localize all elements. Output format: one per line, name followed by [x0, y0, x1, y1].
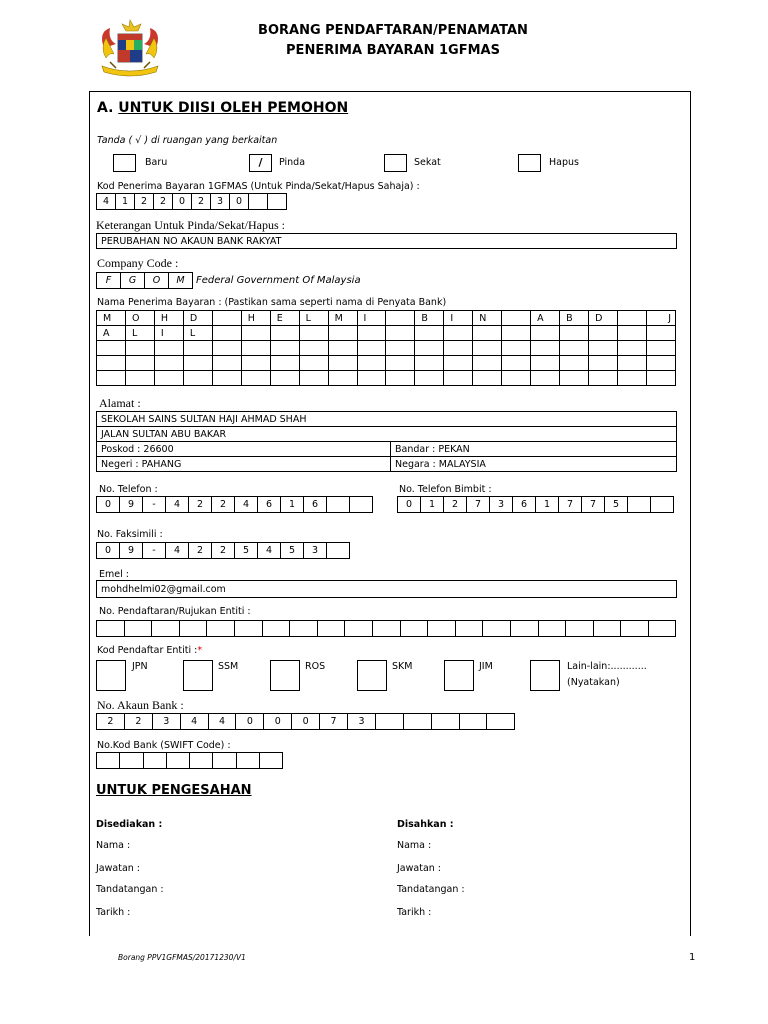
kod-entiti-label [97, 645, 202, 656]
char-cell[interactable] [428, 621, 456, 637]
nama-cell[interactable] [299, 356, 328, 371]
nama-cell[interactable] [154, 341, 183, 356]
company-code-cells [96, 272, 193, 289]
char-cell[interactable]: F [97, 273, 121, 289]
nama-cell[interactable]: B [560, 311, 589, 326]
right-jawatan-label: Jawatan : [397, 863, 442, 874]
char-cell[interactable] [621, 621, 649, 637]
nama-cell[interactable] [125, 371, 154, 386]
char-cell[interactable]: 3 [152, 714, 180, 730]
keterangan-label: Keterangan Untuk Pinda/Sekat/Hapus : [96, 218, 285, 232]
nama-cell[interactable] [299, 371, 328, 386]
nama-cell[interactable] [589, 326, 618, 341]
nama-row [97, 341, 676, 356]
char-cell[interactable]: 4 [166, 543, 189, 559]
char-cell[interactable] [487, 714, 515, 730]
section-a-prefix: A. [97, 100, 114, 116]
char-cell[interactable] [566, 621, 594, 637]
nama-cell[interactable] [560, 371, 589, 386]
section-a-title [97, 100, 348, 116]
char-cell[interactable]: 1 [536, 497, 559, 513]
char-cell[interactable]: 2 [192, 194, 211, 210]
kod-penerima-label: Kod Penerima Bayaran 1GFMAS (Untuk Pinda/Sekat/Hapus Sahaja) : [97, 181, 420, 192]
char-cell[interactable]: 4 [97, 194, 116, 210]
char-cell[interactable] [179, 621, 207, 637]
telefon-bimbit-label: No. Telefon Bimbit : [399, 484, 492, 495]
nama-cell[interactable] [328, 326, 357, 341]
nama-cell[interactable] [270, 341, 299, 356]
entiti-label-skm: SKM [392, 661, 413, 672]
entiti-label-ssm: SSM [218, 661, 239, 672]
nama-cell[interactable] [212, 371, 241, 386]
char-cell[interactable] [400, 621, 428, 637]
nama-cell[interactable] [386, 311, 415, 326]
nama-cell[interactable] [241, 371, 270, 386]
char-cell[interactable] [234, 621, 262, 637]
checkbox-hapus[interactable] [518, 154, 541, 172]
checkbox-jim[interactable] [444, 660, 474, 691]
char-cell[interactable]: 0 [97, 497, 120, 513]
nama-cell[interactable] [386, 341, 415, 356]
company-code-label: Company Code : [97, 256, 179, 270]
entiti-label-jpn: JPN [132, 661, 148, 672]
nama-cell[interactable] [299, 326, 328, 341]
char-cell[interactable]: 0 [292, 714, 320, 730]
negara-field[interactable]: Negara : MALAYSIA [391, 457, 677, 472]
alamat-line2[interactable]: JALAN SULTAN ABU BAKAR [97, 427, 677, 442]
faksimili-label: No. Faksimili : [97, 529, 163, 540]
kod-penerima-cells[interactable] [96, 193, 287, 210]
char-cell[interactable] [236, 753, 259, 769]
nama-cell[interactable] [560, 356, 589, 371]
nama-cell[interactable]: O [125, 311, 154, 326]
nama-cell[interactable] [618, 341, 647, 356]
nama-cell[interactable] [444, 326, 473, 341]
nama-cell[interactable] [560, 326, 589, 341]
nama-cell[interactable] [97, 356, 126, 371]
nama-cell[interactable]: D [183, 311, 212, 326]
nama-cell[interactable] [270, 326, 299, 341]
nama-cell[interactable] [618, 371, 647, 386]
char-cell[interactable] [628, 497, 651, 513]
nama-cell[interactable] [473, 371, 502, 386]
nama-cell[interactable] [473, 326, 502, 341]
checkbox-baru[interactable] [113, 154, 136, 172]
nama-cell[interactable] [502, 326, 531, 341]
nama-cell[interactable]: M [97, 311, 126, 326]
char-cell[interactable] [459, 714, 487, 730]
char-cell[interactable] [97, 621, 125, 637]
left-tandatangan-label: Tandatangan : [96, 884, 164, 895]
char-cell[interactable] [455, 621, 483, 637]
nama-cell[interactable] [125, 341, 154, 356]
telefon-cells[interactable] [96, 496, 373, 513]
nama-cell[interactable] [241, 326, 270, 341]
char-cell[interactable]: 3 [211, 194, 230, 210]
char-cell[interactable]: 0 [230, 194, 249, 210]
char-cell[interactable] [403, 714, 431, 730]
char-cell[interactable]: 1 [116, 194, 135, 210]
char-cell[interactable] [260, 753, 283, 769]
char-cell[interactable] [327, 543, 350, 559]
nama-row [97, 356, 676, 371]
char-cell[interactable]: 4 [208, 714, 236, 730]
nama-cell[interactable] [97, 341, 126, 356]
nama-cell[interactable] [502, 311, 531, 326]
entiti-label-nyatakan: (Nyatakan) [567, 677, 620, 688]
char-cell[interactable]: 2 [189, 497, 212, 513]
nama-cell[interactable]: M [328, 311, 357, 326]
nama-cell[interactable] [270, 371, 299, 386]
form-title-line1: BORANG PENDAFTARAN/PENAMATAN [258, 23, 528, 38]
nama-cell[interactable] [241, 356, 270, 371]
nama-cell[interactable]: L [299, 311, 328, 326]
akaun-label: No. Akaun Bank : [97, 698, 184, 712]
left-nama-label: Nama : [96, 840, 131, 851]
form-title-line2: PENERIMA BAYARAN 1GFMAS [286, 43, 500, 58]
poskod-field[interactable]: Poskod : 26600 [97, 442, 391, 457]
char-cell[interactable]: 4 [235, 497, 258, 513]
nama-cell[interactable] [415, 371, 444, 386]
char-cell[interactable] [290, 621, 318, 637]
keterangan-value[interactable]: PERUBAHAN NO AKAUN BANK RAKYAT [97, 234, 677, 249]
char-cell[interactable]: M [169, 273, 193, 289]
char-cell[interactable] [166, 753, 189, 769]
char-cell[interactable]: 6 [513, 497, 536, 513]
checkbox-sekat[interactable] [384, 154, 407, 172]
char-cell[interactable]: G [121, 273, 145, 289]
checkbox-jpn[interactable] [96, 660, 126, 691]
nama-cell[interactable]: A [97, 326, 126, 341]
char-cell[interactable] [213, 753, 236, 769]
char-cell[interactable] [538, 621, 566, 637]
nama-cell[interactable]: L [183, 326, 212, 341]
nama-cell[interactable] [328, 371, 357, 386]
nama-cell[interactable] [473, 356, 502, 371]
char-cell[interactable]: 0 [236, 714, 264, 730]
nama-cell[interactable] [618, 356, 647, 371]
nama-cell[interactable] [328, 356, 357, 371]
nama-cell[interactable] [618, 326, 647, 341]
char-cell[interactable]: 7 [320, 714, 348, 730]
nama-cell[interactable]: I [444, 311, 473, 326]
nama-cell[interactable] [502, 356, 531, 371]
nama-cell[interactable] [125, 356, 154, 371]
char-cell[interactable]: 2 [97, 714, 125, 730]
char-cell[interactable] [648, 621, 676, 637]
nama-cell[interactable] [212, 341, 241, 356]
nama-cell[interactable]: I [154, 326, 183, 341]
option-label-hapus: Hapus [549, 157, 579, 168]
instruction-text: Tanda ( √ ) di ruangan yang berkaitan [97, 135, 278, 146]
char-cell[interactable]: 3 [490, 497, 513, 513]
char-cell[interactable]: 2 [444, 497, 467, 513]
nama-cell[interactable] [502, 371, 531, 386]
nama-cell[interactable]: I [357, 311, 386, 326]
nama-cell[interactable] [270, 356, 299, 371]
emel-field[interactable] [96, 580, 677, 598]
nama-cell[interactable] [241, 341, 270, 356]
bandar-field[interactable]: Bandar : PEKAN [391, 442, 677, 457]
entiti-label-ros: ROS [305, 661, 326, 672]
right-tarikh-label: Tarikh : [397, 907, 432, 918]
char-cell[interactable]: O [145, 273, 169, 289]
nama-cell[interactable]: D [589, 311, 618, 326]
nama-cell[interactable] [357, 356, 386, 371]
char-cell[interactable] [510, 621, 538, 637]
char-cell[interactable]: 2 [212, 497, 235, 513]
char-cell[interactable] [375, 714, 403, 730]
footer-ref: Borang PPV1GFMAS/20171230/V1 [118, 953, 246, 962]
alamat-table[interactable] [96, 411, 677, 472]
nama-label: Nama Penerima Bayaran : (Pastikan sama seperti nama di Penyata Bank) [97, 297, 447, 308]
char-cell[interactable]: - [143, 497, 166, 513]
right-tandatangan-label: Tandatangan : [397, 884, 465, 895]
nama-cell[interactable] [154, 356, 183, 371]
char-cell[interactable] [143, 753, 166, 769]
nama-cell[interactable] [444, 371, 473, 386]
char-cell[interactable]: 3 [304, 543, 327, 559]
emel-value[interactable]: mohdhelmi02@gmail.com [97, 581, 677, 598]
nama-cell[interactable]: E [270, 311, 299, 326]
char-cell[interactable]: 0 [173, 194, 192, 210]
char-cell[interactable] [207, 621, 235, 637]
coat-of-arms-logo [96, 18, 164, 80]
nama-cell[interactable]: J [646, 311, 675, 326]
char-cell[interactable] [262, 621, 290, 637]
char-cell[interactable]: 5 [281, 543, 304, 559]
checkbox-ros[interactable] [270, 660, 300, 691]
nama-cell[interactable] [386, 326, 415, 341]
nama-cell[interactable] [154, 371, 183, 386]
nama-cell[interactable]: B [415, 311, 444, 326]
disediakan-label: Disediakan : [96, 819, 163, 830]
checkbox-ssm[interactable] [183, 660, 213, 691]
char-cell[interactable]: 3 [348, 714, 376, 730]
nama-cell[interactable] [299, 341, 328, 356]
char-cell[interactable] [97, 753, 120, 769]
nama-cell[interactable] [646, 326, 675, 341]
char-cell[interactable] [190, 753, 213, 769]
char-cell[interactable]: 2 [189, 543, 212, 559]
page-number: 1 [689, 952, 696, 963]
char-cell[interactable]: 0 [97, 543, 120, 559]
nama-cell[interactable]: L [125, 326, 154, 341]
emel-label: Emel : [99, 569, 129, 580]
char-cell[interactable] [345, 621, 373, 637]
disahkan-label: Disahkan : [397, 819, 454, 830]
telefon-bimbit-cells[interactable] [397, 496, 674, 513]
char-cell[interactable]: 1 [281, 497, 304, 513]
char-cell[interactable]: 4 [258, 543, 281, 559]
char-cell[interactable]: 6 [258, 497, 281, 513]
nama-cell[interactable]: N [473, 311, 502, 326]
char-cell[interactable] [152, 621, 180, 637]
option-label-pinda: Pinda [279, 157, 306, 168]
nama-cell[interactable] [531, 326, 560, 341]
nama-cell[interactable]: H [241, 311, 270, 326]
left-tarikh-label: Tarikh : [96, 907, 131, 918]
nama-cell[interactable] [415, 341, 444, 356]
char-cell[interactable] [268, 194, 287, 210]
char-cell[interactable] [431, 714, 459, 730]
char-cell[interactable]: 7 [559, 497, 582, 513]
entiti-label-jim: JIM [479, 661, 493, 672]
nama-cell[interactable] [328, 341, 357, 356]
nama-cell[interactable] [560, 341, 589, 356]
char-cell[interactable] [372, 621, 400, 637]
nama-grid[interactable] [96, 310, 676, 386]
nama-cell[interactable] [502, 341, 531, 356]
char-cell[interactable] [327, 497, 350, 513]
nama-cell[interactable] [646, 356, 675, 371]
swift-cells[interactable] [96, 752, 283, 769]
nama-cell[interactable] [444, 356, 473, 371]
pengesahan-title: UNTUK PENGESAHAN [96, 783, 252, 798]
nama-cell[interactable] [357, 371, 386, 386]
checkbox-lain-lain[interactable] [530, 660, 560, 691]
nama-cell[interactable] [386, 356, 415, 371]
nama-cell[interactable] [357, 341, 386, 356]
nama-cell[interactable] [531, 341, 560, 356]
char-cell[interactable]: 9 [120, 497, 143, 513]
nama-row [97, 326, 676, 341]
char-cell[interactable]: 2 [124, 714, 152, 730]
char-cell[interactable] [483, 621, 511, 637]
company-code-desc: Federal Government Of Malaysia [196, 275, 361, 286]
char-cell[interactable]: 9 [120, 543, 143, 559]
char-cell[interactable]: 6 [304, 497, 327, 513]
nama-cell[interactable]: H [154, 311, 183, 326]
left-jawatan-label: Jawatan : [96, 863, 141, 874]
pendaftaran-label: No. Pendaftaran/Rujukan Entiti : [99, 606, 251, 617]
right-nama-label: Nama : [397, 840, 432, 851]
nama-cell[interactable] [97, 371, 126, 386]
swift-label: No.Kod Bank (SWIFT Code) : [97, 740, 231, 751]
nama-cell[interactable] [531, 356, 560, 371]
char-cell[interactable]: - [143, 543, 166, 559]
nama-cell[interactable] [646, 341, 675, 356]
nama-cell[interactable] [415, 326, 444, 341]
char-cell[interactable] [317, 621, 345, 637]
nama-cell[interactable] [618, 311, 647, 326]
option-label-baru: Baru [145, 157, 168, 168]
alamat-label: Alamat : [99, 396, 141, 410]
char-cell[interactable]: 0 [264, 714, 292, 730]
char-cell[interactable]: 4 [180, 714, 208, 730]
alamat-line1[interactable]: SEKOLAH SAINS SULTAN HAJI AHMAD SHAH [97, 412, 677, 427]
entiti-label-lain-lain: Lain-lain:............ [567, 661, 647, 672]
nama-cell[interactable] [444, 341, 473, 356]
required-asterisk: * [197, 645, 203, 656]
nama-cell[interactable] [473, 341, 502, 356]
char-cell[interactable]: 2 [154, 194, 173, 210]
nama-cell[interactable] [589, 356, 618, 371]
checkbox-pinda[interactable]: / [249, 154, 272, 172]
char-cell[interactable] [120, 753, 143, 769]
char-cell[interactable] [593, 621, 621, 637]
nama-cell[interactable]: A [531, 311, 560, 326]
char-cell[interactable]: 1 [421, 497, 444, 513]
kod-entiti-label-text: Kod Pendaftar Entiti : [97, 645, 198, 656]
nama-cell[interactable] [357, 326, 386, 341]
char-cell[interactable]: 2 [212, 543, 235, 559]
nama-cell[interactable] [646, 371, 675, 386]
akaun-cells[interactable] [96, 713, 515, 730]
char-cell[interactable] [249, 194, 268, 210]
char-cell[interactable] [350, 497, 373, 513]
nama-cell[interactable] [183, 356, 212, 371]
keterangan-field[interactable] [96, 233, 677, 249]
char-cell[interactable]: 7 [467, 497, 490, 513]
char-cell[interactable]: 4 [166, 497, 189, 513]
nama-cell[interactable] [589, 341, 618, 356]
char-cell[interactable]: 2 [135, 194, 154, 210]
checkbox-skm[interactable] [357, 660, 387, 691]
nama-cell[interactable] [386, 371, 415, 386]
nama-cell[interactable] [212, 356, 241, 371]
char-cell[interactable]: 5 [235, 543, 258, 559]
nama-row [97, 311, 676, 326]
char-cell[interactable] [124, 621, 152, 637]
nama-cell[interactable] [212, 311, 241, 326]
nama-cell[interactable] [589, 371, 618, 386]
telefon-label: No. Telefon : [99, 484, 158, 495]
nama-cell[interactable] [531, 371, 560, 386]
char-cell[interactable]: 7 [582, 497, 605, 513]
nama-cell[interactable] [183, 341, 212, 356]
nama-cell[interactable] [212, 326, 241, 341]
faksimili-cells[interactable] [96, 542, 350, 559]
nama-cell[interactable] [183, 371, 212, 386]
char-cell[interactable]: 0 [398, 497, 421, 513]
nama-row [97, 371, 676, 386]
section-a-heading: UNTUK DIISI OLEH PEMOHON [118, 100, 349, 116]
pendaftaran-cells[interactable] [96, 620, 676, 637]
char-cell[interactable]: 5 [605, 497, 628, 513]
nama-cell[interactable] [415, 356, 444, 371]
negeri-field[interactable]: Negeri : PAHANG [97, 457, 391, 472]
char-cell[interactable] [651, 497, 674, 513]
option-label-sekat: Sekat [414, 157, 441, 168]
